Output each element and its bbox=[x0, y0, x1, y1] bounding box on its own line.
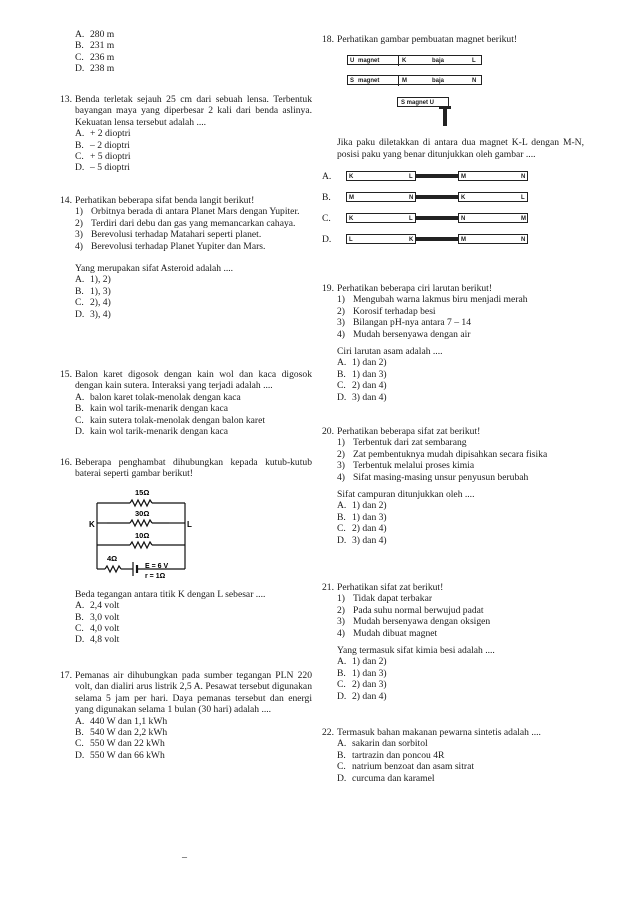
option-row[interactable]: C. 236 m bbox=[75, 51, 115, 63]
option-row[interactable]: B. tartrazin dan poncou 4R bbox=[337, 749, 445, 761]
question-text: Pemanas air dihubungkan pada sumber tegangan PLN 220 volt, dan dialiri arus listrik 2,5 A. Pesawat tersebut digunakan selama 5 jam per hari. Daya pemanas tersebut dan energi yang digunakan selama 1 bulan (30 hari) adalah .... bbox=[75, 670, 312, 716]
question-text: Perhatikan beberapa sifat benda langit berikut! bbox=[75, 195, 255, 206]
statement-item: 3) Mudah bersenyawa dengan oksigen bbox=[337, 616, 491, 628]
option-row[interactable]: C. natrium benzoat dan asam sitrat bbox=[337, 761, 475, 773]
option-row[interactable]: B. 1) dan 3) bbox=[337, 368, 387, 380]
question-number: 17. bbox=[60, 670, 72, 681]
question-13 bbox=[60, 94, 312, 174]
question-18 bbox=[322, 34, 584, 256]
question-prompt: Beda tegangan antara titik K dengan L sebesar .... bbox=[75, 588, 266, 600]
nail-icon bbox=[416, 195, 458, 199]
option-row[interactable]: B. 231 m bbox=[75, 40, 115, 52]
option-row[interactable]: D. 3) dan 4) bbox=[337, 391, 387, 403]
resistor-4-label: 4Ω bbox=[107, 553, 118, 563]
question-text: Perhatikan beberapa ciri larutan berikut! bbox=[337, 283, 493, 294]
option-row[interactable]: A. 1) dan 2) bbox=[337, 500, 387, 512]
internal-resistance-label: r = 1Ω bbox=[145, 572, 166, 580]
question-15 bbox=[60, 369, 312, 437]
option-row[interactable]: D. curcuma dan karamel bbox=[337, 772, 435, 784]
statement-item: 4) Berevolusi terhadap Planet Yupiter dan Mars. bbox=[75, 240, 266, 252]
question-number: 14. bbox=[60, 195, 72, 206]
magnet-bar-bottom: S magnet M baja N bbox=[347, 75, 482, 85]
option-row[interactable]: C. + 5 dioptri bbox=[75, 151, 131, 163]
question-text: Perhatikan beberapa sifat zat berikut! bbox=[337, 426, 481, 437]
point-l-label: L bbox=[187, 519, 192, 529]
option-row[interactable]: B. – 2 dioptri bbox=[75, 139, 130, 151]
magnet-bar-top: U magnet K baja L bbox=[347, 55, 482, 65]
question-number: 16. bbox=[60, 457, 72, 468]
question-17 bbox=[60, 670, 312, 761]
nail-icon bbox=[443, 106, 447, 126]
question-text: Beberapa penghambat dihubungkan kepada kutub-kutub baterai seperti gambar berikut! bbox=[75, 457, 312, 480]
option-row[interactable]: D. L K M N bbox=[322, 231, 572, 251]
resistor-30-label: 30Ω bbox=[135, 508, 150, 518]
option-row[interactable]: A. 1), 2) bbox=[75, 274, 111, 286]
question-19 bbox=[322, 283, 584, 403]
question-text: Termasuk bahan makanan pewarna sintetis adalah .... bbox=[337, 727, 541, 738]
statement-item: 1) Tidak dapat terbakar bbox=[337, 593, 433, 605]
option-row[interactable]: B. 1) dan 3) bbox=[337, 511, 387, 523]
point-k-label: K bbox=[89, 519, 95, 529]
nail-icon bbox=[416, 216, 458, 220]
option-row[interactable]: D. 3), 4) bbox=[75, 308, 111, 320]
question-prompt: Yang merupakan sifat Asteroid adalah .... bbox=[75, 263, 234, 275]
option-row[interactable]: A. balon karet tolak-menolak dengan kaca bbox=[75, 391, 241, 403]
option-row[interactable]: B. 540 W dan 2,2 kWh bbox=[75, 727, 168, 739]
option-row[interactable]: B. 1) dan 3) bbox=[337, 667, 387, 679]
question-text: Perhatikan sifat zat berikut! bbox=[337, 582, 444, 593]
nail-icon bbox=[416, 174, 458, 178]
question-14 bbox=[60, 195, 312, 320]
statement-item: 2) Korosif terhadap besi bbox=[337, 305, 436, 317]
magnet-making-figure bbox=[337, 45, 584, 137]
statement-item: 3) Berevolusi terhadap Matahari seperti planet. bbox=[75, 229, 262, 241]
question-number: 22. bbox=[322, 727, 334, 738]
question-20 bbox=[322, 426, 584, 546]
statement-item: 3) Bilangan pH-nya antara 7 – 14 bbox=[337, 317, 472, 329]
question-text: Benda terletak sejauh 25 cm dari sebuah lensa. Terbentuk bayangan maya yang diperbesar 2 kali dari benda aslinya. Kekuatan lensa tersebut adalah .... bbox=[75, 94, 312, 128]
question-number: 15. bbox=[60, 369, 72, 380]
resistor-15-label: 15Ω bbox=[135, 487, 150, 497]
option-row[interactable]: A. 1) dan 2) bbox=[337, 656, 387, 668]
option-row[interactable]: D. 550 W dan 66 kWh bbox=[75, 749, 165, 761]
question-number: 13. bbox=[60, 94, 72, 105]
emf-label: E = 6 V bbox=[145, 562, 169, 570]
statement-item: 4) Sifat masing-masing unsur penyusun berubah bbox=[337, 471, 529, 483]
nail-head-icon bbox=[439, 106, 451, 109]
statement-item: 2) Pada suhu normal berwujud padat bbox=[337, 604, 484, 616]
question-number: 20. bbox=[322, 426, 334, 437]
question-prompt: Ciri larutan asam adalah .... bbox=[337, 346, 443, 358]
option-row[interactable]: B. 1), 3) bbox=[75, 285, 111, 297]
option-row[interactable]: C. 4,0 volt bbox=[75, 623, 120, 635]
option-row[interactable]: D. 2) dan 4) bbox=[337, 690, 387, 702]
option-row[interactable]: C. kain sutera tolak-menolak dengan balon karet bbox=[75, 414, 266, 426]
option-row[interactable]: D. kain wol tarik-menarik dengan kaca bbox=[75, 426, 228, 438]
option-row[interactable]: B. 3,0 volt bbox=[75, 611, 120, 623]
question-prompt: Jika paku diletakkan di antara dua magnet K-L dengan M-N, posisi paku yang benar ditunjukkan oleh gambar .... bbox=[337, 137, 584, 160]
question-number: 18. bbox=[322, 34, 334, 45]
question-21 bbox=[322, 582, 584, 702]
statement-item: 3) Terbentuk melalui proses kimia bbox=[337, 460, 475, 472]
option-row[interactable]: C. 2) dan 3) bbox=[337, 679, 387, 691]
resistor-circuit-diagram bbox=[87, 485, 207, 585]
question-22 bbox=[322, 727, 584, 784]
question-prompt: Sifat campuran ditunjukkan oleh .... bbox=[337, 489, 475, 501]
option-row[interactable]: D. – 5 dioptri bbox=[75, 162, 130, 174]
option-row[interactable]: B. kain wol tarik-menarik dengan kaca bbox=[75, 403, 228, 415]
option-row[interactable]: C. 2), 4) bbox=[75, 297, 111, 309]
statement-item: 1) Orbitnya berada di antara Planet Mars dengan Yupiter. bbox=[75, 206, 300, 218]
option-row[interactable]: A. 440 W dan 1,1 kWh bbox=[75, 715, 168, 727]
option-row[interactable]: C. K L N M bbox=[322, 213, 526, 225]
question-number: 21. bbox=[322, 582, 334, 593]
option-row[interactable]: A. K L M N bbox=[322, 168, 572, 188]
statement-item: 4) Mudah dibuat magnet bbox=[337, 627, 438, 639]
option-row[interactable]: A. sakarin dan sorbitol bbox=[337, 738, 428, 750]
option-row[interactable]: C. 2) dan 4) bbox=[337, 380, 387, 392]
statement-item: 4) Mudah bersenyawa dengan air bbox=[337, 328, 471, 340]
statement-item: 1) Terbentuk dari zat sembarang bbox=[337, 437, 467, 449]
option-row[interactable]: A. 280 m bbox=[75, 29, 115, 40]
question-16 bbox=[60, 457, 312, 646]
option-row[interactable]: D. 3) dan 4) bbox=[337, 534, 387, 546]
question-text: Balon karet digosok dengan kain wol dan kaca digosok dengan kain sutera. Interaksi yang terjadi adalah .... bbox=[75, 369, 312, 392]
nail-icon bbox=[416, 237, 458, 241]
option-row[interactable]: B. M N K L bbox=[322, 189, 572, 209]
statement-item: 1) Mengubah warna lakmus biru menjadi merah bbox=[337, 294, 528, 306]
option-row[interactable]: D. 4,8 volt bbox=[75, 634, 120, 646]
question-prompt: Yang termasuk sifat kimia besi adalah .... bbox=[337, 645, 495, 657]
question-text: Perhatikan gambar pembuatan magnet berikut! bbox=[337, 34, 518, 45]
page-footer-dash: – bbox=[182, 852, 187, 863]
option-row[interactable]: C. 2) dan 4) bbox=[337, 523, 387, 535]
statement-item: 2) Terdiri dari debu dan gas yang memancarkan cahaya. bbox=[75, 217, 296, 229]
q12-options-tail bbox=[60, 29, 312, 75]
option-row[interactable]: A. 2,4 volt bbox=[75, 600, 120, 612]
option-row[interactable]: D. 238 m bbox=[75, 63, 115, 75]
magnet-with-nail: S magnet U bbox=[397, 97, 449, 107]
option-row[interactable]: A. 1) dan 2) bbox=[337, 357, 387, 369]
option-row[interactable]: C. 550 W dan 22 kWh bbox=[75, 738, 165, 750]
option-row[interactable]: A. + 2 dioptri bbox=[75, 128, 131, 140]
question-number: 19. bbox=[322, 283, 334, 294]
resistor-10-label: 10Ω bbox=[135, 530, 150, 540]
statement-item: 2) Zat pembentuknya mudah dipisahkan secara fisika bbox=[337, 448, 548, 460]
nail-options bbox=[322, 168, 584, 256]
